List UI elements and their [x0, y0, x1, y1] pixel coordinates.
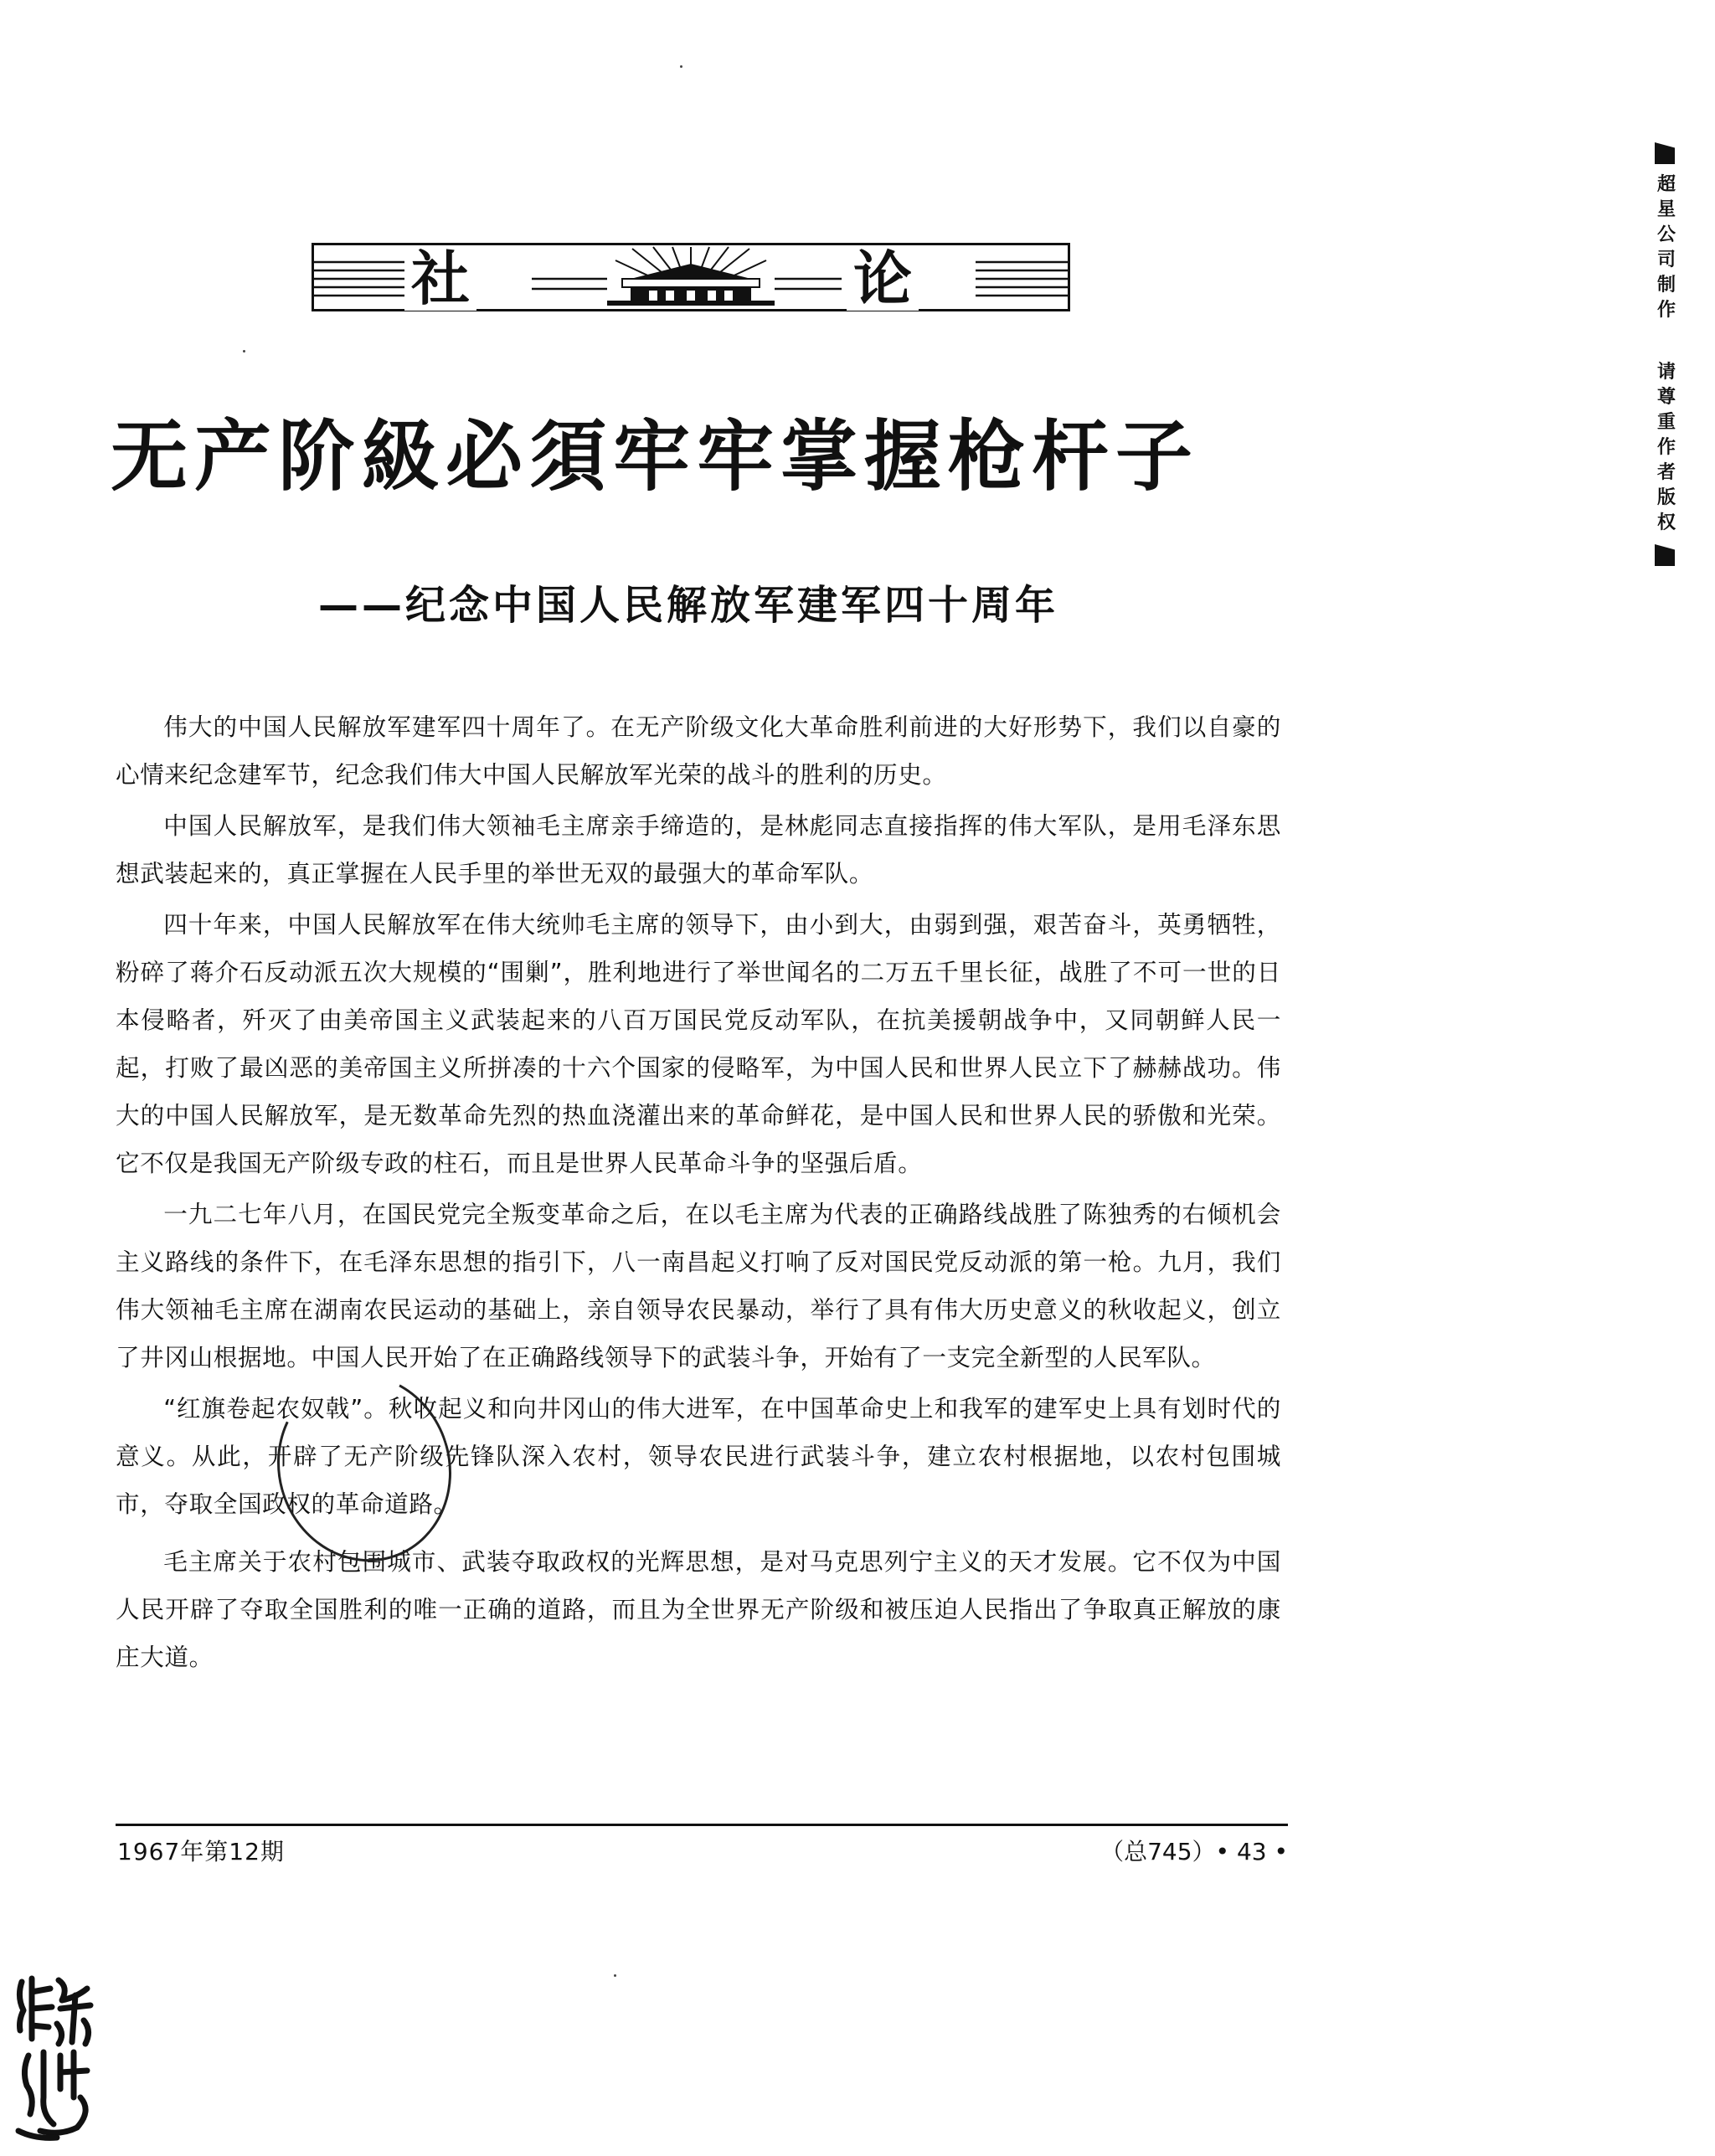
masthead-char-lun: 论	[847, 247, 919, 311]
page-number: （总745）• 43 •	[1100, 1838, 1288, 1865]
side-char: 版	[1656, 487, 1676, 508]
editorial-masthead	[312, 243, 1070, 311]
article-body	[116, 703, 1281, 1685]
paragraph-4: 一九二七年八月，在国民党完全叛变革命之后，在以毛主席为代表的正确路线战胜了陈独秀的右倾机会主义路线的条件下，在毛泽东思想的指引下，八一南昌起义打响了反对国民党反动派的第一枪。九月，我们伟大领袖毛主席在湖南农民运动的基础上，亲自领导农民暴动，举行了具有伟大历史意义的秋收起义，创立了井冈山根据地。中国人民开始了在正确路线领导下的武装斗争，开始有了一支完全新型的人民军队。	[116, 1200, 1281, 1371]
scan-speck	[243, 350, 245, 352]
library-seal-stamp	[10, 1972, 102, 2143]
side-char: 司	[1656, 250, 1676, 270]
paragraph-1: 伟大的中国人民解放军建军四十周年了。在无产阶级文化大革命胜利前进的大好形势下，我们以自豪的心情来纪念建军节，纪念我们伟大中国人民解放军光荣的战斗的胜利的历史。	[116, 713, 1281, 789]
scan-speck	[680, 65, 682, 68]
side-char: 尊	[1656, 387, 1676, 408]
paragraph-3: 四十年来，中国人民解放军在伟大统帅毛主席的领导下，由小到大，由弱到强，艰苦奋斗，英勇牺牲，粉碎了蒋介石反动派五次大规模的“围剿”，胜利地进行了举世闻名的二万五千里长征，战胜了不可一世的日本侵略者，歼灭了由美帝国主义武装起来的八百万国民党反动军队，在抗美援朝战争中，又同朝鲜人民一起，打败了最凶恶的美帝国主义所拼凑的十六个国家的侵略军，为中国人民和世界人民立下了赫赫战功。伟大的中国人民解放军，是无数革命先烈的热血浇灌出来的革命鲜花，是中国人民和世界人民的骄傲和光荣。它不仅是我国无产阶级专政的柱石，而且是世界人民革命斗争的坚强后盾。	[116, 910, 1281, 1177]
side-notice-column-1	[1650, 172, 1683, 352]
side-char: 制	[1656, 275, 1676, 296]
tiananmen-emblem	[607, 264, 775, 306]
strip-bottom-marker	[1655, 544, 1675, 566]
footer-divider	[116, 1824, 1288, 1826]
strip-top-marker	[1655, 142, 1675, 164]
copyright-side-strip	[1650, 142, 1683, 566]
masthead-char-she: 社	[404, 247, 476, 311]
side-char: 公	[1656, 224, 1676, 245]
article-title: 无产阶級必須牢牢掌握枪杆子	[111, 411, 1200, 502]
side-char: 星	[1656, 199, 1676, 220]
side-notice-column-2	[1650, 360, 1683, 536]
side-char: 重	[1656, 412, 1676, 433]
paragraph-5: “红旗卷起农奴戟”。秋收起义和向井冈山的伟大进军，在中国革命史上和我军的建军史上具有划时代的意义。从此，开辟了无产阶级先锋队深入农村，领导农民进行武装斗争，建立农村根据地，以农村包围城市，夺取全国政权的革命道路。	[116, 1394, 1281, 1518]
side-char: 作	[1656, 300, 1676, 321]
side-char: 者	[1656, 462, 1676, 483]
paragraph-2: 中国人民解放军，是我们伟大领袖毛主席亲手缔造的，是林彪同志直接指挥的伟大军队，是用毛泽东思想武装起来的，真正掌握在人民手里的举世无双的最强大的革命军队。	[116, 811, 1281, 888]
side-char: 请	[1656, 362, 1676, 383]
article-subtitle: ——纪念中国人民解放军建军四十周年	[318, 582, 1059, 629]
side-char: 作	[1656, 437, 1676, 458]
paragraph-6: 毛主席关于农村包围城市、武装夺取政权的光辉思想，是对马克思列宁主义的天才发展。它不仅为中国人民开辟了夺取全国胜利的唯一正确的道路，而且为全世界无产阶级和被压迫人民指出了争取真正解放的康庄大道。	[116, 1547, 1281, 1671]
side-char: 超	[1656, 174, 1676, 195]
side-char: 权	[1656, 512, 1676, 533]
scan-speck	[614, 1974, 616, 1977]
issue-label: 1967年第12期	[117, 1838, 285, 1865]
